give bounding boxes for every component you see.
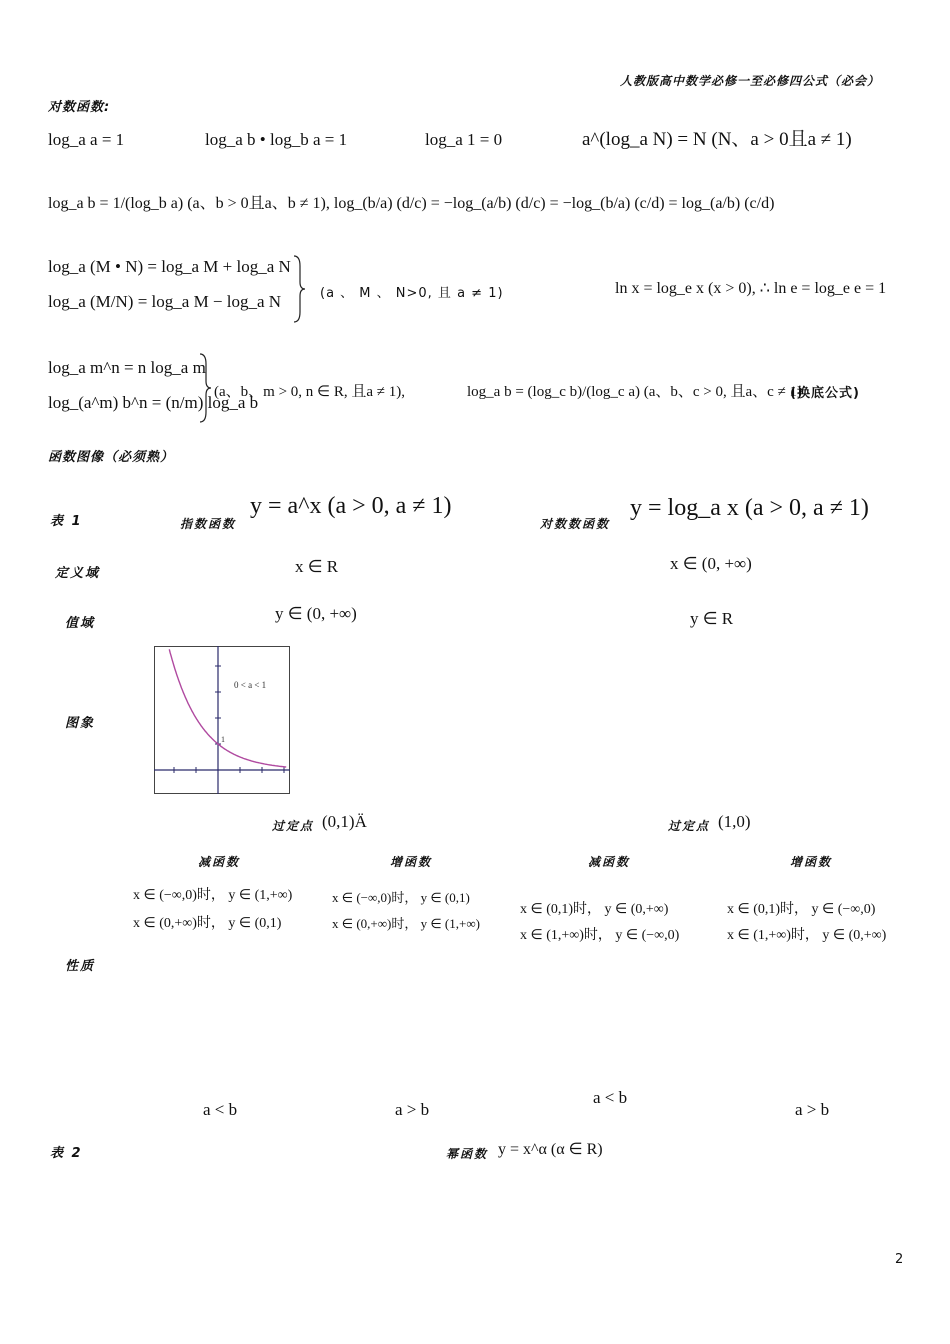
brace-right-icon <box>292 254 306 324</box>
col3-compare: a < b <box>593 1088 628 1107</box>
col4-title: 增函数 <box>790 855 833 869</box>
log-function-name: 对数数函数 <box>540 517 611 531</box>
log-function-formula: y = log_a x (a > 0, a ≠ 1) <box>630 495 869 521</box>
col2-title: 增函数 <box>390 855 433 869</box>
brace-right-icon <box>198 352 212 424</box>
log-domain: x ∈ (0, +∞) <box>670 554 752 573</box>
exp-function-name: 指数函数 <box>180 517 237 531</box>
col1-title: 减函数 <box>198 855 241 869</box>
formula-log-div: log_a (M/N) = log_a M − log_a N <box>48 292 282 311</box>
col3-line2: x ∈ (1,+∞)时， y ∈ (−∞,0) <box>520 928 680 943</box>
formula-reciprocal: log_a b = 1/(log_b a) (a、b > 0且a、b ≠ 1), log_(b/a) (d/c) = −log_(a/b) (d/c) = −log_(b/a) (c/d) = log_(a/b) (c/d) <box>48 195 775 212</box>
formula-log-one: log_a 1 = 0 <box>425 130 503 149</box>
exp-graph <box>154 646 290 794</box>
exp-fixed-point-value: (0,1)Ä <box>322 812 367 831</box>
col2-line1: x ∈ (−∞,0)时， y ∈ (0,1) <box>332 890 470 905</box>
exp-range: y ∈ (0, +∞) <box>275 604 357 623</box>
col4-line2: x ∈ (1,+∞)时， y ∈ (0,+∞) <box>727 928 887 943</box>
formula-log-power-base: log_(a^m) b^n = (n/m) log_a b <box>48 393 259 412</box>
col1-line2: x ∈ (0,+∞)时， y ∈ (0,1) <box>133 916 282 931</box>
range-label: 值域 <box>65 616 96 631</box>
formula-change-of-base: log_a b = (log_c b)/(log_c a) (a、b、c > 0, 且a、c ≠ 1) <box>467 384 803 400</box>
col1-line1: x ∈ (−∞,0)时， y ∈ (1,+∞) <box>133 888 293 903</box>
col2-line2: x ∈ (0,+∞)时， y ∈ (1,+∞) <box>332 916 480 931</box>
exp-fixed-point-label: 过定点 <box>272 819 315 833</box>
change-of-base-note: (换底公式) <box>790 386 860 401</box>
col3-line1: x ∈ (0,1)时， y ∈ (0,+∞) <box>520 902 669 917</box>
table2-label: 表 2 <box>50 1146 83 1161</box>
log-fixed-point-value: (1,0) <box>718 812 751 831</box>
formula-log-power: log_a m^n = n log_a m <box>48 358 206 377</box>
page-header-title: 人教版高中数学必修一至必修四公式（必会） <box>620 74 881 88</box>
exp-domain: x ∈ R <box>295 557 339 576</box>
power-function-formula: y = x^α (α ∈ R) <box>498 1141 603 1158</box>
col3-title: 减函数 <box>588 855 631 869</box>
log-fixed-point-label: 过定点 <box>668 819 711 833</box>
section-title-log: 对数函数: <box>48 100 111 115</box>
formula-identity: a^(log_a N) = N (N、a > 0且a ≠ 1) <box>582 129 852 150</box>
formula-ln: ln x = log_e x (x > 0), ∴ ln e = log_e e = 1 <box>615 280 887 297</box>
graph-tick-one: 1 <box>221 735 225 744</box>
formula-log-product: log_a b • log_b a = 1 <box>205 130 348 149</box>
col1-compare: a < b <box>203 1100 238 1119</box>
property-label: 性质 <box>65 959 96 974</box>
section-title-graphs: 函数图像（必须熟） <box>48 450 175 465</box>
col4-compare: a > b <box>795 1100 830 1119</box>
condition-row4: (a、b、m > 0, n ∈ R, 且a ≠ 1), <box>214 384 405 400</box>
page-number: 2 <box>895 1252 904 1267</box>
domain-label: 定义域 <box>55 566 101 581</box>
col2-compare: a > b <box>395 1100 430 1119</box>
graph-annotation: 0 < a < 1 <box>234 680 267 690</box>
power-function-name: 幂函数 <box>446 1147 489 1161</box>
table1-label: 表 1 <box>50 514 83 529</box>
image-label: 图象 <box>65 716 96 731</box>
condition-row3: (a 、 M 、 N>0, 且 a ≠ 1) <box>320 286 504 301</box>
formula-log-a-a: log_a a = 1 <box>48 130 125 149</box>
formula-log-mul: log_a (M • N) = log_a M + log_a N <box>48 257 291 276</box>
col4-line1: x ∈ (0,1)时， y ∈ (−∞,0) <box>727 902 876 917</box>
log-range: y ∈ R <box>690 609 734 628</box>
exp-function-formula: y = a^x (a > 0, a ≠ 1) <box>250 493 452 519</box>
